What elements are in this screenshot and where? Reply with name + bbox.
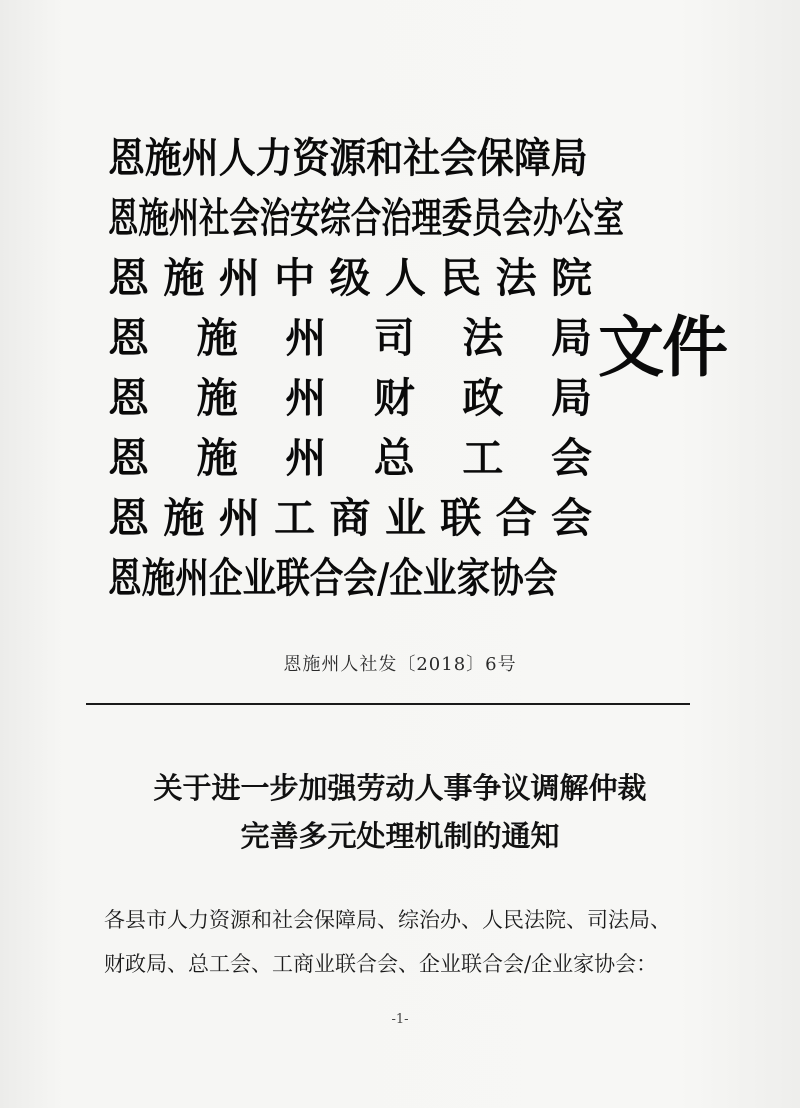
- issuer-char: 局: [550, 314, 592, 362]
- document-number: 恩施州人社发〔2018〕6号: [283, 654, 517, 675]
- document-title-line2: 完善多元处理机制的通知: [240, 819, 560, 853]
- issuer-char: 工: [462, 434, 504, 482]
- recipients: [104, 898, 704, 986]
- issuer-char: 施: [196, 434, 238, 482]
- issuer-court: [108, 248, 592, 308]
- issuer-char: 施: [163, 494, 205, 542]
- issuer-char: 法: [462, 314, 504, 362]
- issuer-char: 局: [550, 374, 592, 422]
- issuer-char: 商: [329, 494, 371, 542]
- recipients-line2: 财政局、总工会、工商业联合会、企业联合会/企业家协会：: [104, 952, 658, 976]
- issuer-char: 会: [550, 434, 592, 482]
- issuer-char: 联: [440, 494, 482, 542]
- issuer-char: 施: [196, 374, 238, 422]
- issuer-char: 施: [163, 254, 205, 302]
- issuer-char: 级: [329, 254, 371, 302]
- issuer-char: 恩: [108, 254, 149, 302]
- issuer-char: 合: [495, 494, 537, 542]
- document-title-line1: 关于进一步加强劳动人事争议调解仲裁: [153, 771, 647, 805]
- issuer-comprehensive-office: 恩施州社会治安综合治理委员会办公室: [108, 194, 624, 242]
- issuer-commerce-federation: [108, 488, 592, 548]
- issuer-char: 恩: [108, 314, 149, 362]
- issuer-char: 法: [495, 254, 537, 302]
- issuer-char: 院: [551, 254, 592, 302]
- issuer-char: 恩: [108, 374, 149, 422]
- issuer-char: 州: [285, 434, 327, 482]
- issuer-char: 州: [285, 374, 327, 422]
- page-number: -1-: [391, 1012, 409, 1027]
- issuer-justice-bureau: [108, 308, 592, 368]
- document-type-label: 文件: [598, 309, 726, 386]
- issuer-char: 州: [285, 314, 327, 362]
- issuer-trade-union: [108, 428, 592, 488]
- issuer-char: 会: [551, 494, 592, 542]
- issuer-list: [108, 128, 624, 608]
- issuer-char: 恩: [108, 494, 149, 542]
- issuer-char: 州: [218, 254, 260, 302]
- issuer-char: 民: [440, 254, 482, 302]
- issuer-char: 施: [196, 314, 238, 362]
- recipients-line1: 各县市人力资源和社会保障局、综治办、人民法院、司法局、: [104, 908, 671, 932]
- issuer-char: 人: [384, 254, 426, 302]
- issuer-char: 政: [462, 374, 504, 422]
- issuer-char: 恩: [108, 434, 149, 482]
- issuer-char: 州: [218, 494, 260, 542]
- issuer-char: 业: [384, 494, 426, 542]
- issuer-hrss: 恩施州人力资源和社会保障局: [108, 134, 588, 182]
- issuer-char: 财: [373, 374, 415, 422]
- issuer-enterprise-federation: 恩施州企业联合会/企业家协会: [108, 554, 558, 602]
- issuer-char: 司: [373, 314, 415, 362]
- issuer-finance-bureau: [108, 368, 592, 428]
- header-divider: [86, 703, 690, 705]
- issuer-char: 总: [373, 434, 415, 482]
- issuer-char: 工: [274, 494, 316, 542]
- issuer-char: 中: [274, 254, 316, 302]
